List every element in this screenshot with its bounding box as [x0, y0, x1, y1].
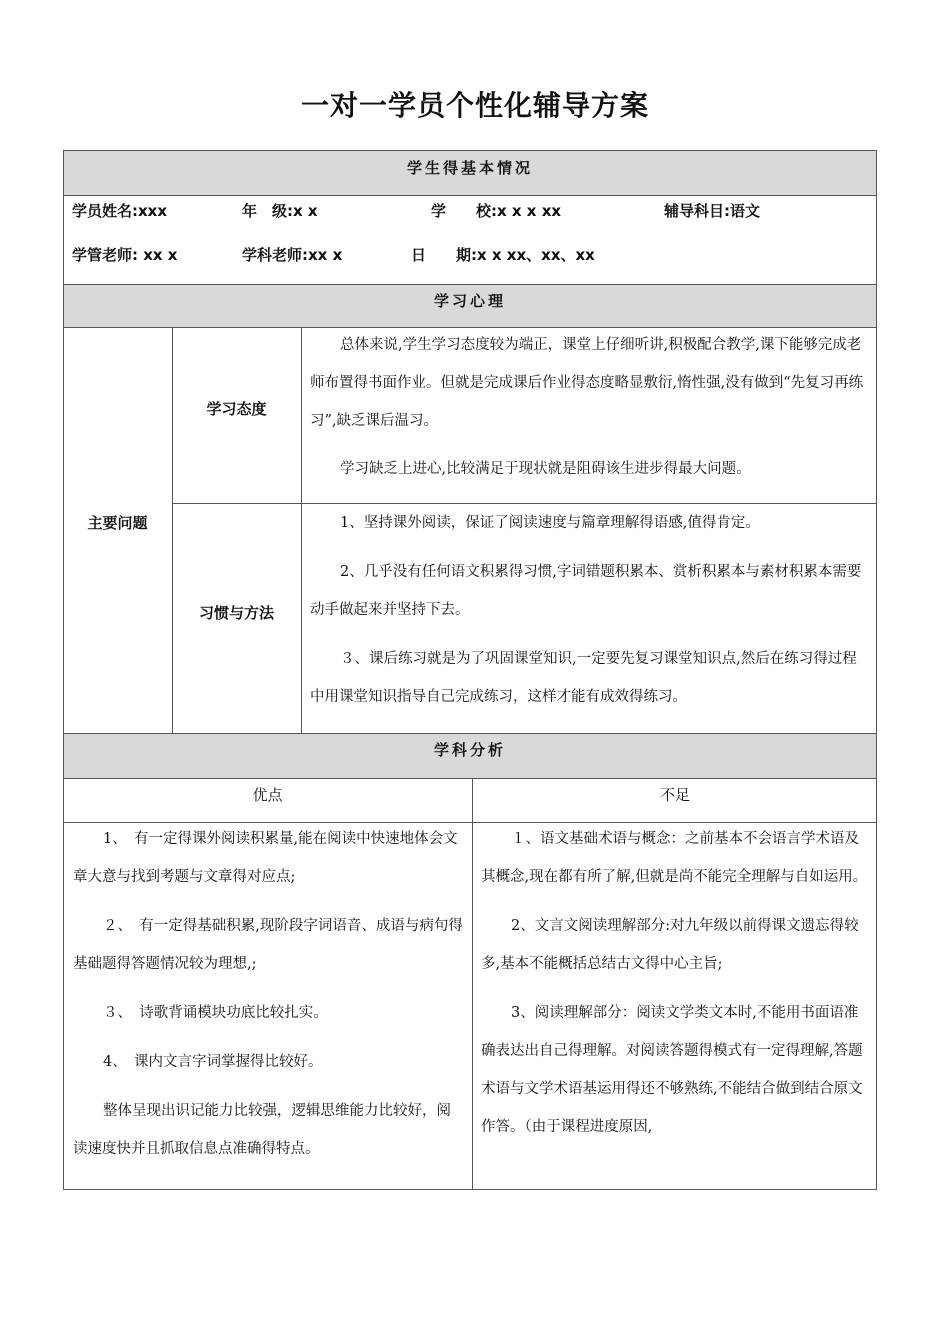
- manager-teacher: 学管老师: xx x: [72, 246, 178, 264]
- subject: 辅导科目:语文: [664, 202, 760, 220]
- habits-paragraph: 1、坚持课外阅读，保证了阅读速度与篇章理解得语感,值得肯定。: [340, 515, 760, 531]
- divider: [172, 327, 173, 734]
- school: 学 校:x x x xx: [431, 202, 562, 220]
- weaknesses-text: [473, 818, 876, 1190]
- weakness-item: 3、阅读理解部分：阅读文学类文本时,不能用书面语准确表达出自己得理解。对阅读答题得模式有一定得理解,答题术语与文学术语基运用得还不够熟练,不能结合做到结合原文作答。（由于课程进度原因,: [481, 1005, 863, 1135]
- psychology-header-text: 学习心理: [433, 292, 506, 310]
- attitude-paragraph: 总体来说,学生学习态度较为端正，课堂上仔细听讲,积极配合教学,课下能够完成老师布置得书面作业。但就是完成课后作业得态度略显敷衍,惰性强,没有做到“先复习再练习”,缺乏课后温习。: [310, 337, 864, 429]
- strength-item: ３、 诗歌背诵模块功底比较扎实。: [103, 1005, 328, 1021]
- analysis-header: [63, 733, 877, 779]
- strength-item: 4、 课内文言字词掌握得比较好。: [103, 1054, 323, 1070]
- weaknesses-column-header: 不足: [659, 786, 690, 804]
- strengths-text: [64, 818, 472, 1190]
- strength-summary: 整体呈现出识记能力比较强，逻辑思维能力比较好，阅读速度快并且抓取信息点准确得特点。: [73, 1103, 451, 1157]
- weakness-item: 2、文言文阅读理解部分:对九年级以前得课文遗忘得较多,基本不能概括总结古文得中心主旨;: [481, 918, 859, 972]
- psychology-header: [63, 284, 877, 328]
- habits-paragraph: 2、几乎没有任何语文积累得习惯,字词错题积累本、赏析积累本与素材积累本需要动手做起来并坚持下去。: [310, 564, 862, 618]
- main-problems-label: 主要问题: [87, 514, 148, 532]
- page-title: 一对一学员个性化辅导方案: [300, 89, 649, 122]
- student-name: 学员姓名:xxx: [72, 202, 168, 220]
- weakness-item: １、语文基础术语与概念：之前基本不会语言学术语及其概念,现在都有所了解,但就是尚不能完全理解与自如运用。: [481, 831, 868, 885]
- basic-info-header-text: 学生得基本情况: [406, 159, 533, 177]
- habits-label: 习惯与方法: [198, 604, 274, 622]
- attitude-paragraph: 学习缺乏上进心,比较满足于现状就是阻碍该生进步得最大问题。: [340, 461, 751, 477]
- habits-text: [302, 502, 876, 734]
- attitude-text: [302, 324, 876, 504]
- strength-item: 1、 有一定得课外阅读积累量,能在阅读中快速地体会文章大意与找到考题与文章得对应点;: [73, 831, 458, 885]
- strengths-column-header: 优点: [252, 786, 283, 804]
- strength-item: ２、 有一定得基础积累,现阶段字词语音、成语与病句得基础题得答题情况较为理想,;: [73, 918, 463, 972]
- subject-teacher: 学科老师:xx x: [242, 246, 343, 264]
- analysis-header-text: 学科分析: [433, 741, 506, 759]
- date: 日 期:x x xx、xx、xx: [411, 246, 595, 264]
- attitude-label: 学习态度: [206, 400, 267, 418]
- grade: 年 级:x x: [242, 202, 318, 220]
- habits-paragraph: ３、课后练习就是为了巩固课堂知识,一定要先复习课堂知识点,然后在练习得过程中用课堂知识指导自己完成练习，这样才能有成效得练习。: [310, 651, 857, 705]
- basic-info-header: [63, 150, 877, 196]
